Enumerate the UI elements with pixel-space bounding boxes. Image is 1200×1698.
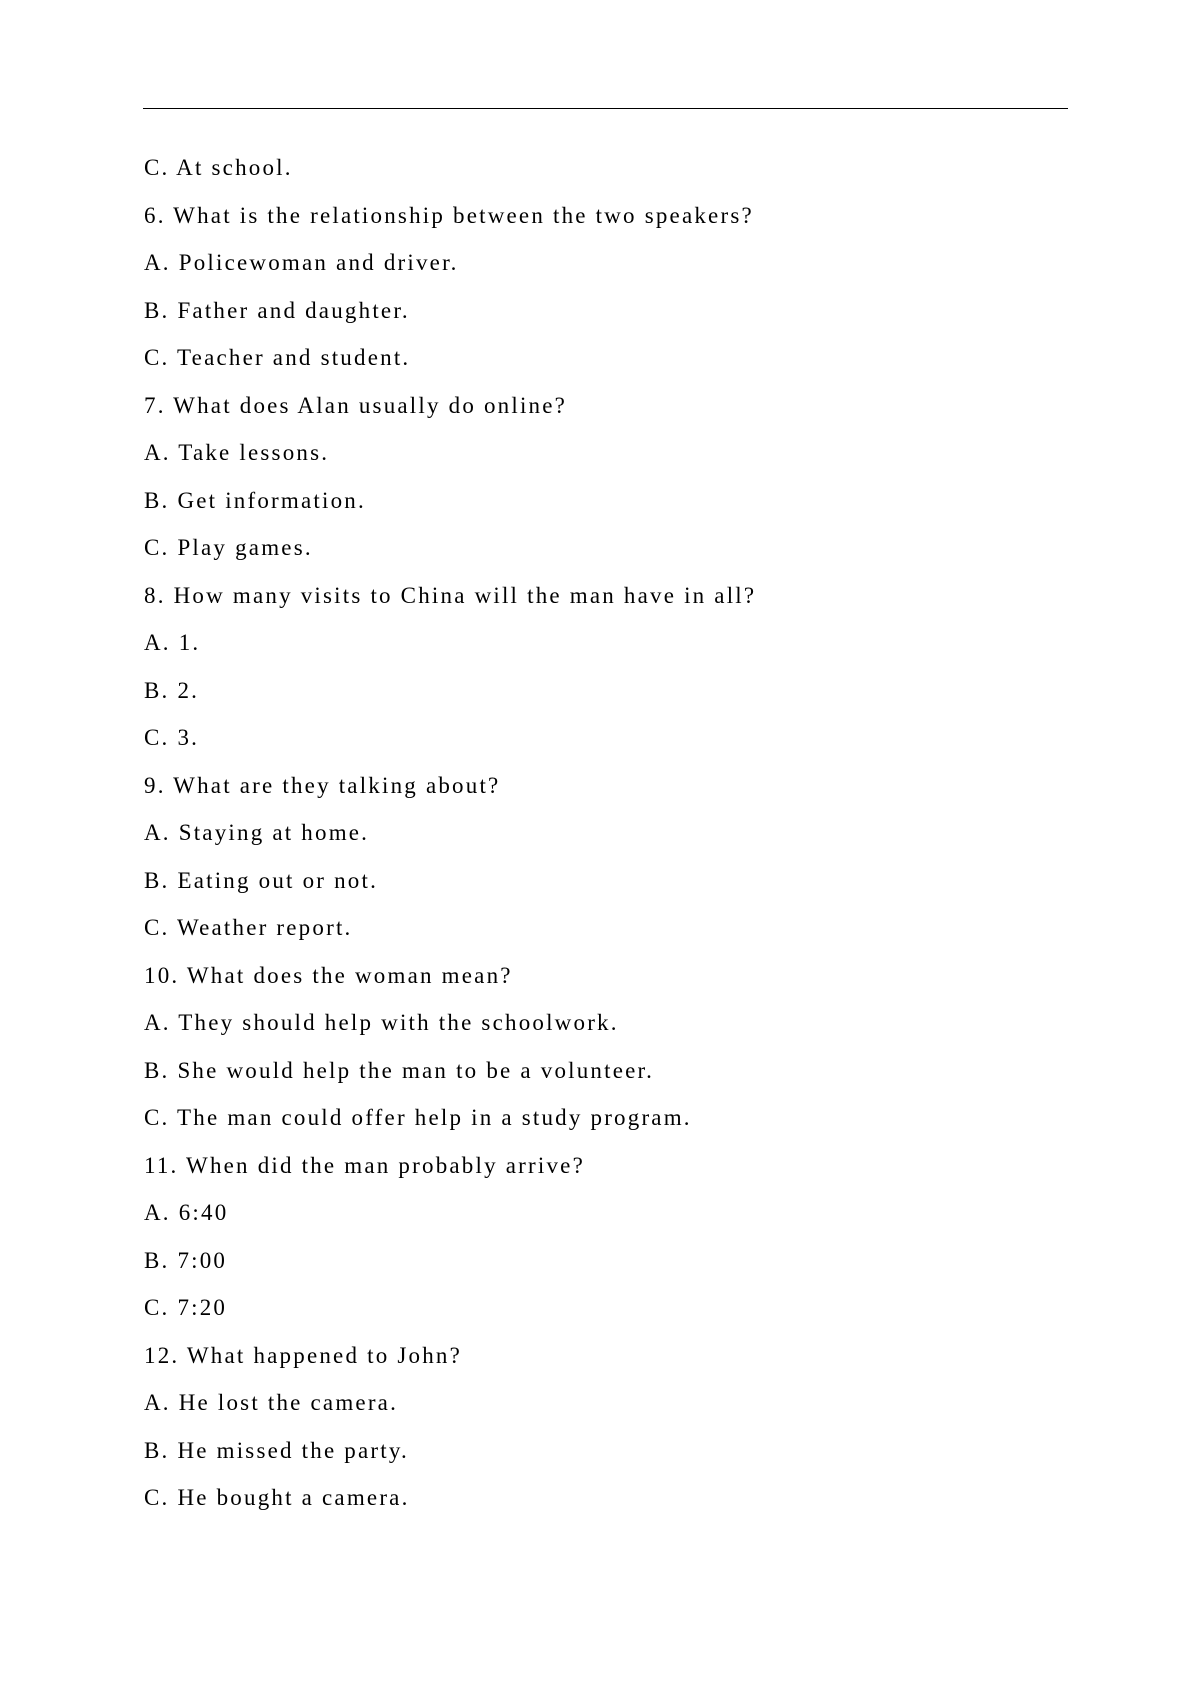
question-line: 11. When did the man probably arrive? bbox=[144, 1152, 585, 1178]
question-line: 7. What does Alan usually do online? bbox=[144, 392, 568, 418]
option-line: A. Take lessons. bbox=[144, 440, 330, 465]
option-line: C. Weather report. bbox=[144, 915, 353, 940]
option-line: B. Eating out or not. bbox=[144, 867, 379, 893]
option-line: C. He bought a camera. bbox=[144, 1485, 410, 1510]
option-line: C. Play games. bbox=[144, 535, 313, 560]
option-line: B. Father and daughter. bbox=[144, 297, 410, 323]
option-line: A. He lost the camera. bbox=[144, 1390, 399, 1415]
question-list bbox=[144, 151, 1084, 1529]
question-line: 9. What are they talking about? bbox=[144, 772, 501, 798]
option-line: A. 1. bbox=[144, 630, 201, 655]
option-line: A. They should help with the schoolwork. bbox=[144, 1010, 619, 1035]
option-line: C. The man could offer help in a study program. bbox=[144, 1105, 692, 1130]
question-line: 6. What is the relationship between the two speakers? bbox=[144, 202, 754, 228]
option-line: C. At school. bbox=[144, 155, 293, 180]
option-line: A. Staying at home. bbox=[144, 820, 370, 845]
option-line: B. 2. bbox=[144, 677, 200, 703]
header-rule bbox=[143, 108, 1068, 109]
option-line: A. 6:40 bbox=[144, 1200, 229, 1225]
option-line: B. Get information. bbox=[144, 487, 366, 513]
option-line: C. Teacher and student. bbox=[144, 345, 411, 370]
option-line: A. Policewoman and driver. bbox=[144, 250, 459, 275]
option-line: C. 7:20 bbox=[144, 1295, 228, 1320]
option-line: C. 3. bbox=[144, 725, 200, 750]
question-line: 12. What happened to John? bbox=[144, 1342, 463, 1368]
question-line: 8. How many visits to China will the man have in all? bbox=[144, 582, 757, 608]
question-line: 10. What does the woman mean? bbox=[144, 962, 513, 988]
option-line: B. 7:00 bbox=[144, 1247, 228, 1273]
option-line: B. She would help the man to be a volunteer. bbox=[144, 1057, 655, 1083]
option-line: B. He missed the party. bbox=[144, 1437, 410, 1463]
